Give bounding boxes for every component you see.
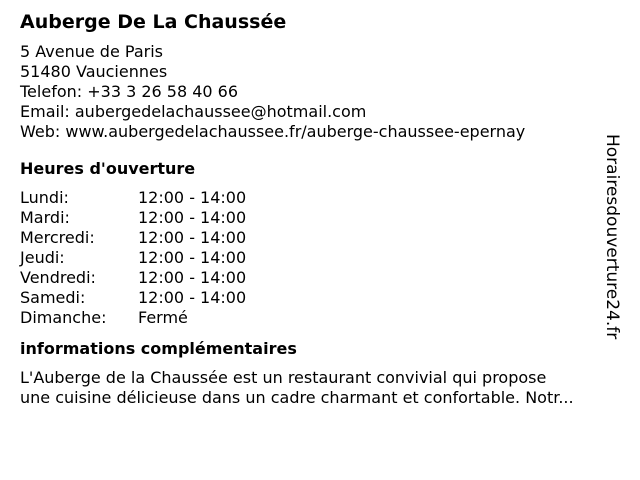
- hours-row-monday: [20, 188, 620, 208]
- opening-hours-list: [20, 188, 620, 328]
- hours-row-friday: [20, 268, 620, 288]
- time-value: 12:00 - 14:00: [138, 248, 247, 267]
- hours-row-sunday: [20, 308, 620, 328]
- time-value: Fermé: [138, 308, 188, 327]
- day-label: Mercredi:: [20, 228, 95, 247]
- hours-row-thursday: [20, 248, 620, 268]
- time-value: 12:00 - 14:00: [138, 228, 247, 247]
- time-value: 12:00 - 14:00: [138, 268, 247, 287]
- phone-number: Telefon: +33 3 26 58 40 66: [20, 82, 239, 101]
- time-value: 12:00 - 14:00: [138, 288, 247, 307]
- time-value: 12:00 - 14:00: [138, 208, 247, 227]
- opening-hours-heading: Heures d'ouverture: [20, 159, 196, 178]
- hours-row-tuesday: [20, 208, 620, 228]
- website-url: Web: www.aubergedelachaussee.fr/auberge-chaussee-epernay: [20, 122, 526, 141]
- address-city: 51480 Vauciennes: [20, 62, 168, 81]
- description-line: L'Auberge de la Chaussée est un restaurant convivial qui propose: [20, 368, 547, 387]
- email-address: Email: aubergedelachaussee@hotmail.com: [20, 102, 367, 121]
- day-label: Dimanche:: [20, 308, 107, 327]
- day-label: Lundi:: [20, 188, 69, 207]
- address-street: 5 Avenue de Paris: [20, 42, 163, 61]
- time-value: 12:00 - 14:00: [138, 188, 247, 207]
- additional-info-heading: informations complémentaires: [20, 339, 297, 358]
- hours-row-wednesday: [20, 228, 620, 248]
- business-name: Auberge De La Chaussée: [20, 11, 287, 33]
- day-label: Samedi:: [20, 288, 86, 307]
- business-card: [20, 8, 620, 408]
- day-label: Mardi:: [20, 208, 70, 227]
- description-line: une cuisine délicieuse dans un cadre charmant et confortable. Notr...: [20, 388, 574, 407]
- hours-row-saturday: [20, 288, 620, 308]
- day-label: Vendredi:: [20, 268, 96, 287]
- day-label: Jeudi:: [20, 248, 65, 267]
- business-description: [20, 368, 620, 408]
- site-watermark: Horairesdouverture24.fr: [602, 134, 622, 340]
